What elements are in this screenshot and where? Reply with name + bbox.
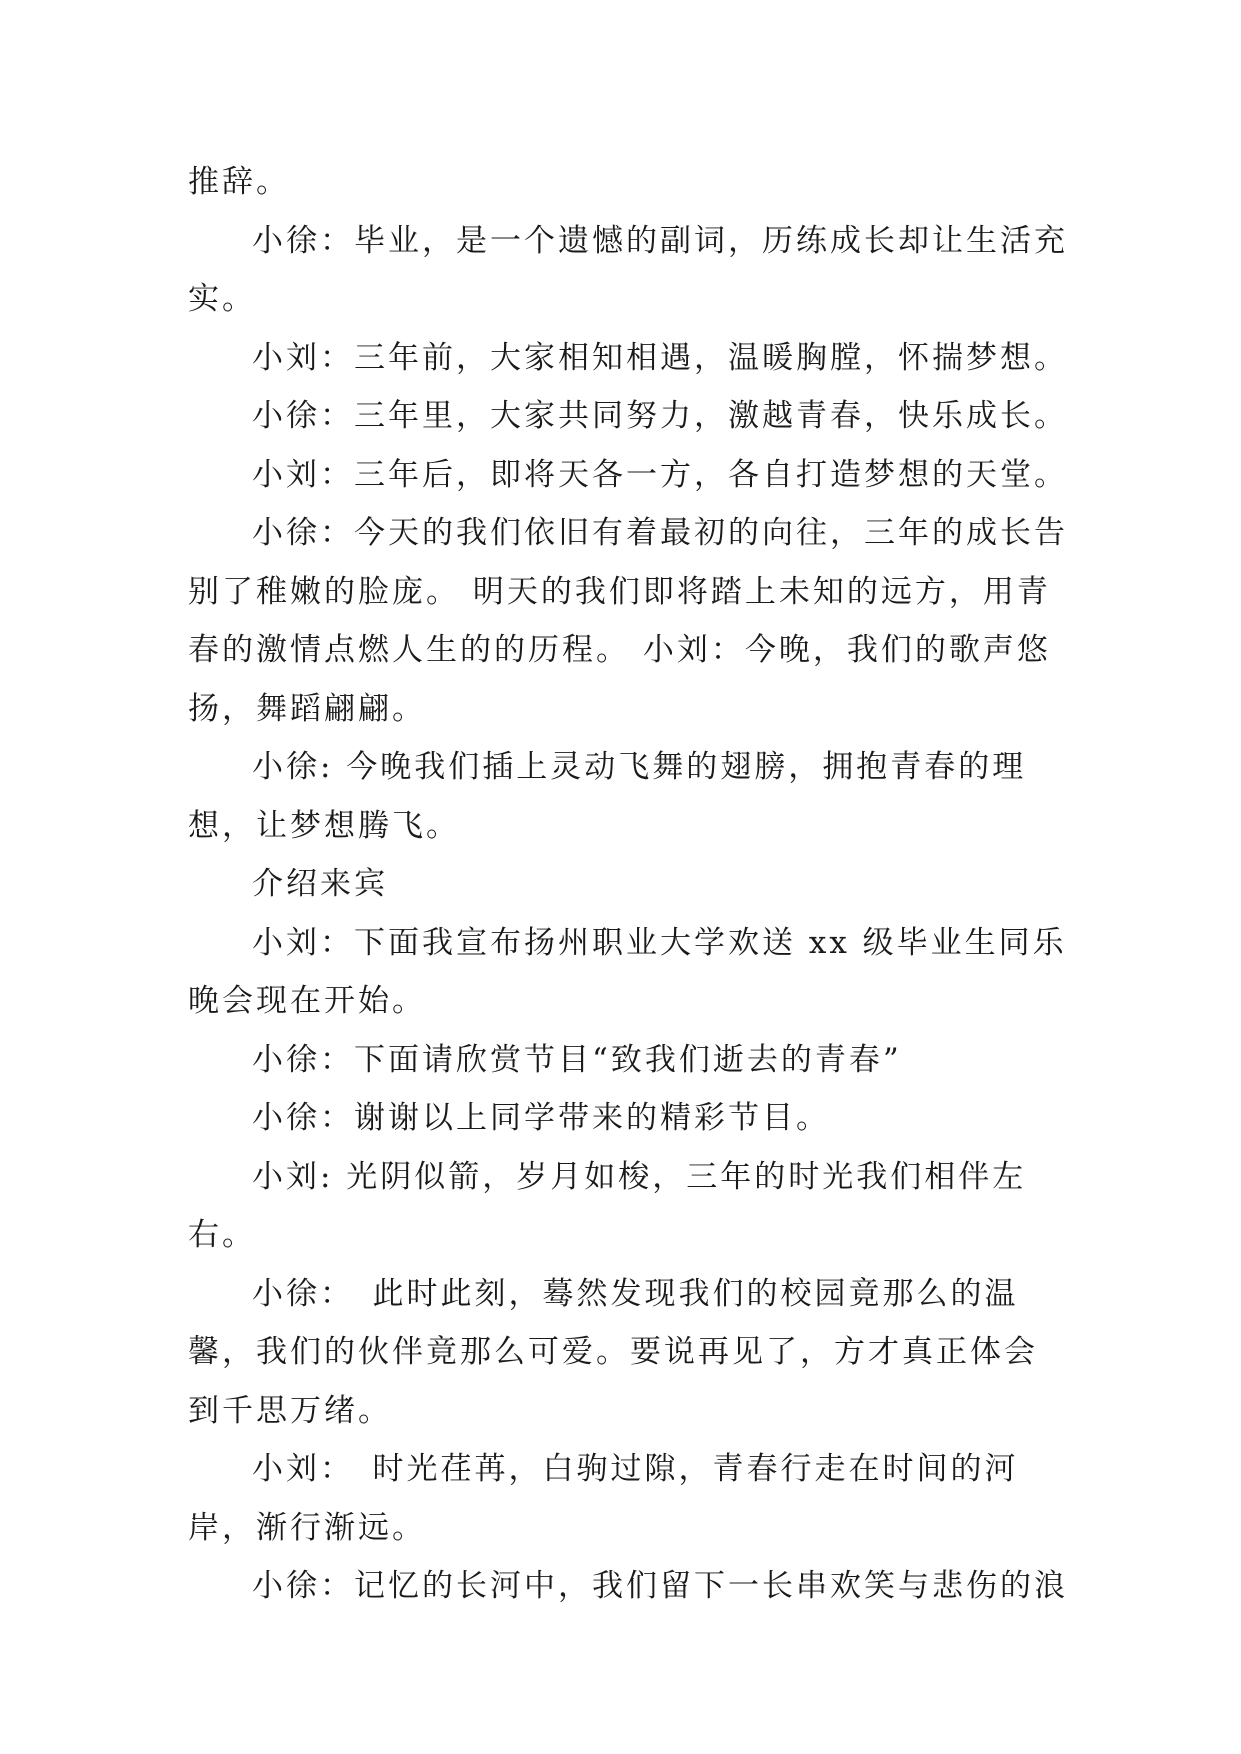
paragraph: 小徐：今天的我们依旧有着最初的向往，三年的成长告别了稚嫩的脸庞。 明天的我们即将踏上未知的远方，用青春的激情点燃人生的的历程。 小刘：今晚，我们的歌声悠扬，舞蹈翩翩。	[188, 515, 1068, 727]
paragraph: 介绍来宾	[252, 866, 388, 902]
paragraph: 小徐：毕业，是一个遗憾的副词，历练成长却让生活充实。	[188, 222, 1068, 317]
paragraph: 小刘：三年后，即将天各一方，各自打造梦想的天堂。	[252, 456, 1068, 493]
paragraph: 推辞。	[188, 164, 290, 200]
paragraph: 小徐: 今晚我们插上灵动飞舞的翅膀，拥抱青春的理想，让梦想腾飞。	[188, 749, 1027, 844]
document-body	[188, 153, 1068, 1616]
paragraph: 小徐：谢谢以上同学带来的精彩节目。	[252, 1100, 830, 1136]
paragraph: 小徐：三年里，大家共同努力，激越青春，快乐成长。	[252, 398, 1068, 434]
paragraph: 小徐：下面请欣赏节目“致我们逝去的青春”	[252, 1041, 902, 1078]
paragraph: 小刘：三年前，大家相知相遇，温暖胸膛，怀揣梦想。	[252, 339, 1068, 376]
paragraph: 小刘：下面我宣布扬州职业大学欢送 xx 级毕业生同乐晚会现在开始。	[188, 924, 1067, 1019]
paragraph: 小徐： 此时此刻，蓦然发现我们的校园竟那么的温馨，我们的伙伴竟那么可爱。要说再见了，方才真正体会到千思万绪。	[188, 1275, 1038, 1429]
paragraph: 小刘: 光阴似箭，岁月如梭，三年的时光我们相伴左右。	[188, 1158, 1027, 1253]
paragraph: 小徐：记忆的长河中，我们留下一长串欢笑与悲伤的浪	[252, 1568, 1068, 1604]
paragraph: 小刘： 时光荏苒，白驹过隙，青春行走在时间的河岸，渐行渐远。	[188, 1451, 1019, 1546]
